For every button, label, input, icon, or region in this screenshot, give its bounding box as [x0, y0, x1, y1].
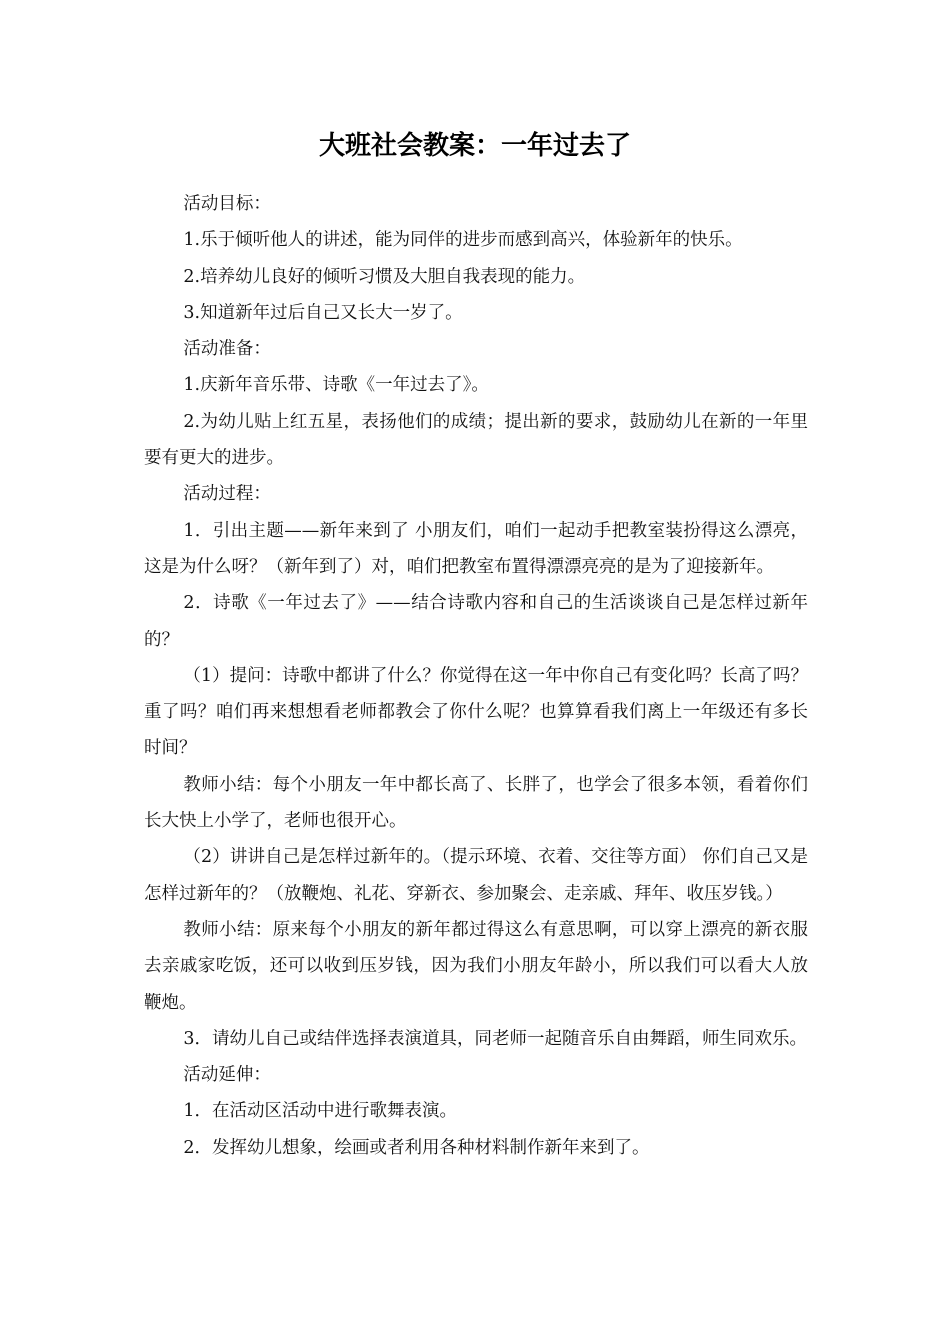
teacher-summary-1: 教师小结：每个小朋友一年中都长高了、长胖了，也学会了很多本领，看着你们长大快上小学了，老师也很开心。 — [144, 774, 808, 832]
section-heading-goals: 活动目标： — [183, 194, 271, 214]
process-step-2-discussion: （2）讲讲自己是怎样过新年的。（提示环境、衣着、交往等方面） 你们自己又是怎样过新年的？（放鞭炮、礼花、穿新衣、参加聚会、走亲戚、拜年、收压岁钱。） — [144, 847, 808, 904]
goal-item-2: 2.培养幼儿良好的倾听习惯及大胆自我表现的能力。 — [183, 266, 586, 287]
teacher-summary-2: 教师小结：原来每个小朋友的新年都过得这么有意思啊，可以穿上漂亮的新衣服去亲戚家吃饭，还可以收到压岁钱，因为我们小朋友年龄小，所以我们可以看大人放鞭炮。 — [144, 919, 808, 1013]
process-step-2-question: （1）提问：诗歌中都讲了什么？你觉得在这一年中你自己有变化吗？长高了吗？重了吗？咱们再来想想看老师都教会了你什么呢？也算算看我们离上一年级还有多长时间？ — [144, 665, 808, 759]
process-step-2: 2．诗歌《一年过去了》——结合诗歌内容和自己的生活谈谈自己是怎样过新年的？ — [144, 593, 808, 650]
preparation-item-2: 2.为幼儿贴上红五星，表扬他们的成绩；提出新的要求，鼓励幼儿在新的一年里要有更大的进步。 — [144, 411, 808, 469]
preparation-item-1: 1.庆新年音乐带、诗歌《一年过去了》。 — [183, 375, 489, 396]
extension-item-2: 2．发挥幼儿想象，绘画或者利用各种材料制作新年来到了。 — [183, 1137, 650, 1158]
process-step-1: 1．引出主题——新年来到了 小朋友们，咱们一起动手把教室装扮得这么漂亮，这是为什么呀？（新年到了）对，咱们把教室布置得漂漂亮亮的是为了迎接新年。 — [144, 520, 808, 577]
section-heading-preparation: 活动准备： — [183, 339, 271, 360]
extension-item-1: 1．在活动区活动中进行歌舞表演。 — [183, 1101, 458, 1122]
section-heading-extension: 活动延伸： — [183, 1065, 271, 1086]
process-step-3: 3．请幼儿自己或结伴选择表演道具，同老师一起随音乐自由舞蹈，师生同欢乐。 — [183, 1028, 808, 1049]
goal-item-3: 3.知道新年过后自己又长大一岁了。 — [183, 302, 463, 323]
goal-item-1: 1.乐于倾听他人的讲述，能为同伴的进步而感到高兴，体验新年的快乐。 — [183, 230, 743, 251]
document-title: 大班社会教案：一年过去了 — [318, 131, 631, 161]
section-heading-process: 活动过程： — [183, 484, 271, 505]
document-body — [144, 186, 808, 1166]
